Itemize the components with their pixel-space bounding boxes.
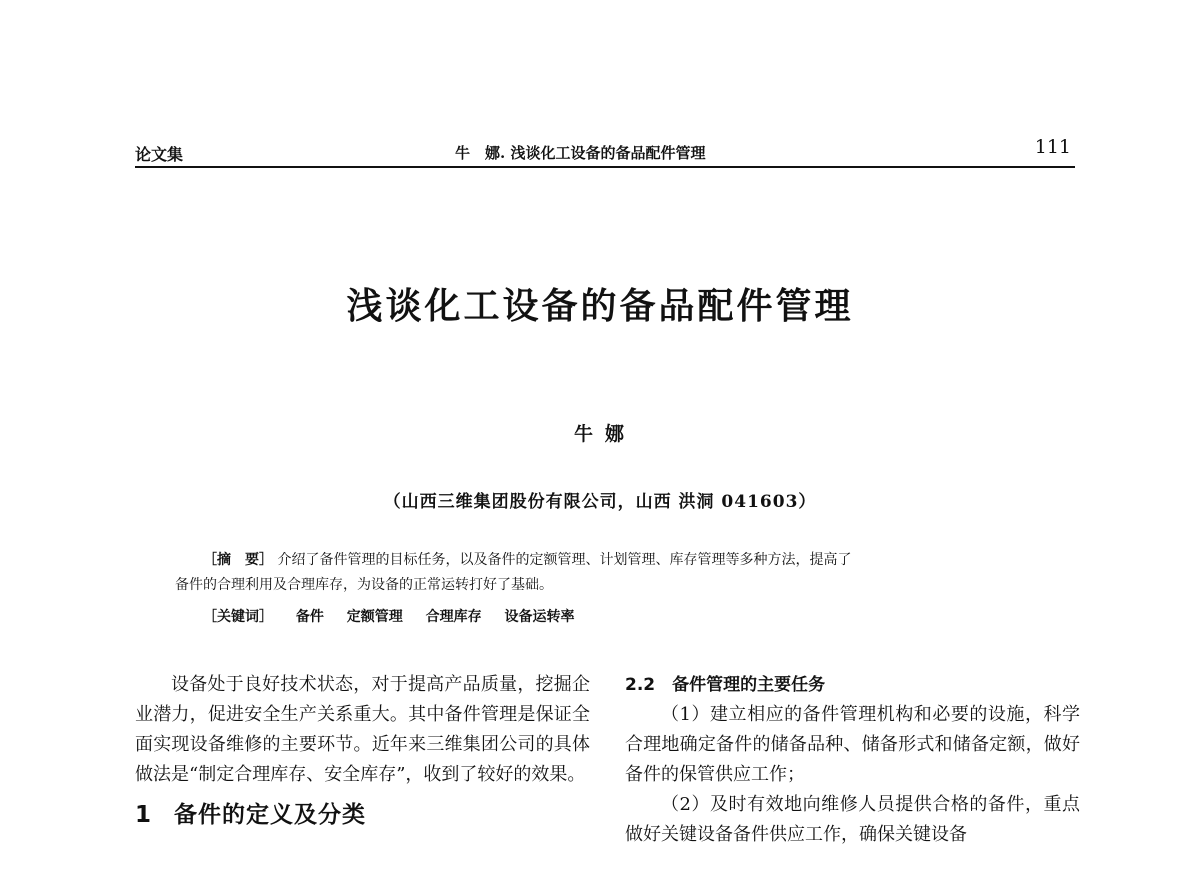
subsection-heading: 2.2 备件管理的主要任务 [625,675,826,695]
author-name: 牛娜 [573,423,636,445]
section-title: 备件的定义及分类 [174,802,367,828]
section-heading [135,800,590,830]
section-number: 1 [135,802,153,828]
abstract [175,548,1055,598]
abstract-label: ［摘 要］ [203,552,273,568]
page-number: 111 [1034,136,1071,158]
intro-paragraph: 设备处于良好技术状态，对于提高产品质量，挖掘企业潜力，促进安全生产关系重大。其中备件管理是保证全面实现设备维修的主要环节。近年来三维集团公司的具体做法是“制定合理库存、安全库存”，收到了较好的效果。 [135,674,590,785]
keyword-item: 设备运转率 [504,609,575,625]
abstract-line-1 [175,548,1055,573]
keyword-item: 备件 [295,609,324,625]
running-header [135,136,1075,168]
abstract-line-2: 备件的合理利用及合理库存，为设备的正常运转打好了基础。 [175,577,553,593]
journal-name: 论文集 [135,145,184,164]
keyword-item: 定额管理 [346,609,403,625]
keywords [203,606,575,626]
task-item-2: （2）及时有效地向维修人员提供合格的备件，重点做好关键设备备件供应工作，确保关键设备 [625,794,1080,845]
left-column [135,670,590,830]
task-item-1: （1）建立相应的备件管理机构和必要的设施，科学合理地确定备件的储备品种、储备形式和储备定额，做好备件的保管供应工作； [625,704,1080,785]
article-title: 浅谈化工设备的备品配件管理 [346,286,854,327]
running-title: 牛 娜. 浅谈化工设备的备品配件管理 [455,144,706,162]
keywords-label: ［关键词］ [203,609,273,625]
keyword-item: 合理库存 [425,609,482,625]
abstract-text-1: 介绍了备件管理的目标任务，以及备件的定额管理、计划管理、库存管理等多种方法，提高了 [277,552,852,568]
right-column [625,670,1080,850]
author-affiliation: （山西三维集团股份有限公司，山西 洪洞 041603） [383,492,817,512]
